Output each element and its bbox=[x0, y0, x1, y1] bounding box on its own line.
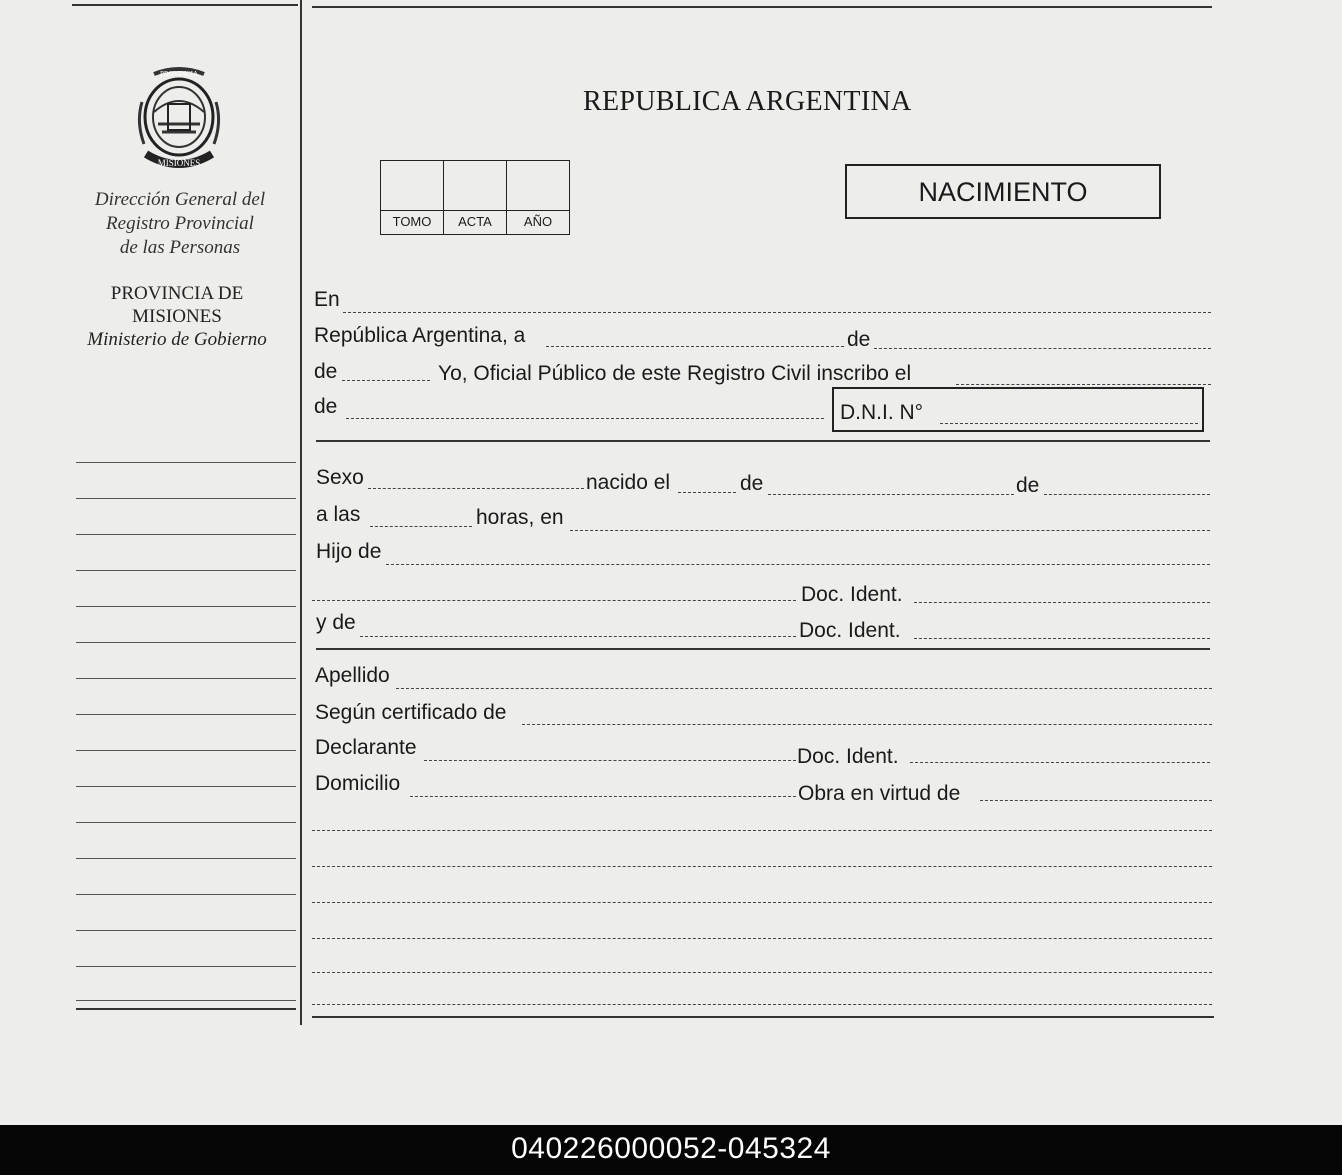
top-rule-left bbox=[72, 4, 298, 6]
label-domicilio: Domicilio bbox=[315, 772, 401, 795]
label-obra-en-virtud: Obra en virtud de bbox=[798, 782, 961, 805]
label-segun-certificado: Según certificado de bbox=[315, 701, 507, 724]
field-certificado[interactable] bbox=[522, 724, 1212, 725]
note-line[interactable] bbox=[312, 866, 1212, 867]
section-rule-1 bbox=[316, 440, 1210, 442]
scan-barcode-footer bbox=[0, 1125, 1342, 1175]
sidebar-line bbox=[76, 678, 296, 679]
field-doc-ident-1[interactable] bbox=[914, 602, 1210, 603]
sidebar-line bbox=[76, 750, 296, 751]
field-dia[interactable] bbox=[546, 346, 844, 347]
label-republica: República Argentina, a bbox=[314, 324, 526, 347]
sidebar-line bbox=[76, 714, 296, 715]
sidebar-line bbox=[76, 1000, 296, 1001]
field-inscribo[interactable] bbox=[956, 384, 1211, 385]
field-doc-ident-3[interactable] bbox=[910, 762, 1210, 763]
note-line[interactable] bbox=[312, 938, 1212, 939]
note-line[interactable] bbox=[312, 972, 1212, 973]
field-lugar[interactable] bbox=[570, 530, 1210, 531]
label-declarante: Declarante bbox=[315, 736, 417, 759]
label-doc-ident-2: Doc. Ident. bbox=[799, 619, 901, 642]
acta-label: ACTA bbox=[458, 214, 492, 229]
column-divider bbox=[300, 0, 302, 1025]
cell-label-rule bbox=[380, 210, 570, 211]
province-line-2: MISIONES bbox=[132, 306, 222, 327]
label-sexo: Sexo bbox=[316, 466, 364, 489]
section-rule-2 bbox=[316, 648, 1210, 650]
dni-box bbox=[832, 387, 1204, 432]
note-line[interactable] bbox=[312, 1004, 1212, 1005]
doc-type-label: NACIMIENTO bbox=[918, 177, 1088, 207]
label-hijo-de: Hijo de bbox=[316, 540, 382, 563]
label-apellido: Apellido bbox=[315, 664, 390, 687]
ministry-line: Ministerio de Gobierno bbox=[87, 329, 267, 350]
field-hora[interactable] bbox=[370, 526, 472, 527]
field-nacido-ano[interactable] bbox=[1044, 494, 1210, 495]
org-line-2: Registro Provincial bbox=[106, 213, 254, 234]
label-doc-ident-1: Doc. Ident. bbox=[801, 583, 903, 606]
label-yo-oficial: Yo, Oficial Público de este Registro Civil inscribo el bbox=[438, 362, 912, 385]
svg-text:MISIONES: MISIONES bbox=[157, 158, 201, 168]
field-padre[interactable] bbox=[386, 564, 1210, 565]
note-line[interactable] bbox=[312, 902, 1212, 903]
sidebar-line bbox=[76, 786, 296, 787]
org-name bbox=[72, 188, 288, 260]
label-de-1: de bbox=[847, 328, 871, 351]
field-nacido-dia[interactable] bbox=[678, 492, 736, 493]
svg-text:PROVINCIA: PROVINCIA bbox=[159, 70, 199, 78]
sidebar-bottom-rule bbox=[76, 1008, 296, 1010]
label-doc-ident-3: Doc. Ident. bbox=[797, 745, 899, 768]
field-dni[interactable] bbox=[940, 423, 1198, 424]
note-line[interactable] bbox=[312, 830, 1212, 831]
label-en: En bbox=[314, 288, 340, 311]
top-rule-right bbox=[312, 6, 1212, 8]
label-horas-en: horas, en bbox=[476, 506, 564, 529]
label-dni: D.N.I. N° bbox=[840, 401, 924, 424]
label-de-2: de bbox=[314, 360, 338, 383]
provincial-seal-icon bbox=[132, 62, 227, 177]
doc-type-box bbox=[845, 164, 1161, 219]
label-de-4: de bbox=[740, 472, 764, 495]
footer-code: 040226000052-045324 bbox=[511, 1132, 831, 1165]
ano-label: AÑO bbox=[523, 214, 553, 229]
org-line-3: de las Personas bbox=[119, 237, 241, 258]
field-madre[interactable] bbox=[360, 636, 796, 637]
sidebar-line bbox=[76, 966, 296, 967]
field-declarante[interactable] bbox=[424, 760, 796, 761]
sidebar-line bbox=[76, 858, 296, 859]
label-a-las: a las bbox=[316, 503, 361, 526]
sidebar-line bbox=[76, 642, 296, 643]
sidebar-line bbox=[76, 822, 296, 823]
country-title: REPUBLICA ARGENTINA bbox=[583, 86, 912, 117]
field-en[interactable] bbox=[343, 312, 1211, 313]
field-mes[interactable] bbox=[874, 348, 1211, 349]
label-nacido: nacido el bbox=[586, 471, 671, 494]
province-block bbox=[72, 282, 282, 351]
label-de-5: de bbox=[1016, 474, 1040, 497]
sidebar-line bbox=[76, 462, 296, 463]
sidebar-line bbox=[76, 606, 296, 607]
field-nombre[interactable] bbox=[346, 418, 824, 419]
label-de-3: de bbox=[314, 395, 338, 418]
field-apellido[interactable] bbox=[396, 688, 1212, 689]
bottom-rule bbox=[312, 1016, 1214, 1018]
field-domicilio[interactable] bbox=[410, 796, 796, 797]
sidebar-line bbox=[76, 570, 296, 571]
field-ano[interactable] bbox=[342, 380, 430, 381]
sidebar-line bbox=[76, 930, 296, 931]
sidebar-line bbox=[76, 534, 296, 535]
field-doc-ident-2[interactable] bbox=[914, 638, 1210, 639]
label-y-de: y de bbox=[316, 611, 356, 634]
org-line-1: Dirección General del bbox=[94, 189, 266, 210]
field-sexo[interactable] bbox=[368, 488, 584, 489]
field-padre-cont[interactable] bbox=[312, 600, 796, 601]
sidebar-line bbox=[76, 498, 296, 499]
field-obra[interactable] bbox=[980, 800, 1212, 801]
tomo-label: TOMO bbox=[392, 214, 432, 229]
sidebar-line bbox=[76, 894, 296, 895]
province-line-1: PROVINCIA DE bbox=[110, 283, 244, 304]
field-nacido-mes[interactable] bbox=[768, 494, 1014, 495]
